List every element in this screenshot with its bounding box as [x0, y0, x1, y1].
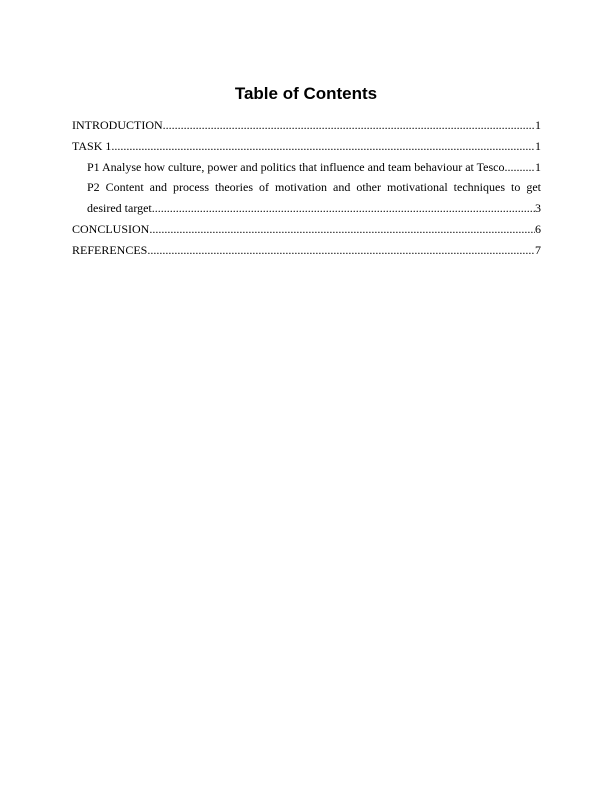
table-of-contents	[72, 115, 541, 261]
dot-leader	[152, 198, 535, 219]
toc-entry-introduction[interactable]	[72, 115, 541, 136]
toc-entry-label-line1: P2 Content and process theories of motivation and other motivational techniques to get	[87, 180, 541, 195]
toc-entry-label: CONCLUSION	[72, 221, 150, 236]
toc-entry-page-number: 1	[535, 138, 541, 153]
toc-entry-page-number: 1	[535, 118, 541, 132]
toc-entry-task-1[interactable]	[72, 136, 541, 157]
toc-title: Table of Contents	[234, 84, 378, 103]
toc-entry-references[interactable]	[72, 240, 541, 261]
dot-leader	[149, 219, 535, 240]
dot-leader	[505, 157, 536, 178]
toc-entry-page-number: 7	[535, 242, 541, 257]
toc-entry-label: INTRODUCTION	[72, 118, 163, 132]
toc-entry-p1[interactable]	[72, 157, 541, 178]
toc-entry-page-number: 1	[535, 159, 541, 174]
toc-entry-label: TASK 1	[72, 138, 112, 153]
toc-entry-label-line2: desired target	[87, 201, 152, 216]
dot-leader	[111, 136, 535, 157]
dot-leader	[163, 115, 535, 136]
dot-leader	[147, 240, 535, 261]
toc-entry-page-number: 3	[535, 201, 541, 216]
toc-entry-label: REFERENCES	[72, 242, 148, 257]
toc-entry-p2[interactable]	[72, 177, 541, 219]
toc-entry-conclusion[interactable]	[72, 219, 541, 240]
toc-entry-label: P1 Analyse how culture, power and politics that influence and team behaviour at Tesco	[87, 159, 505, 174]
toc-entry-page-number: 6	[535, 221, 541, 236]
